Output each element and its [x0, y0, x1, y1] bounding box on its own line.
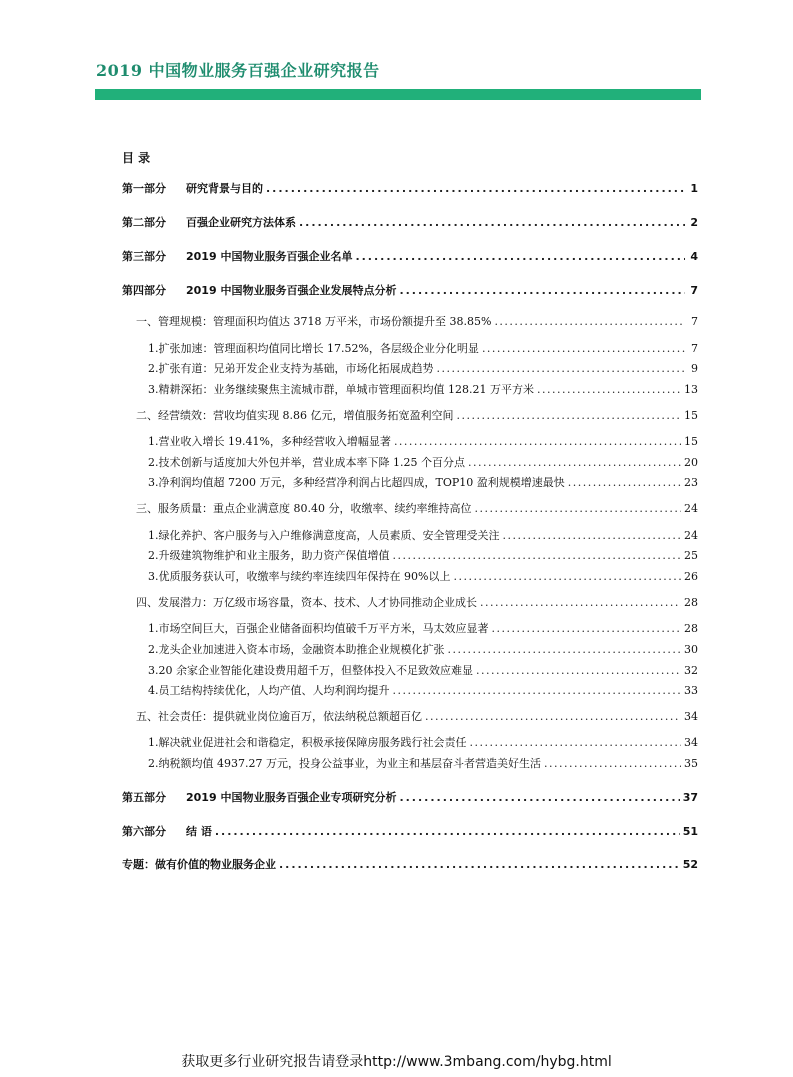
- toc-part-title: 研究背景与目的: [186, 182, 263, 195]
- toc-subsection-title: 2.纳税额均值 4937.27 万元，投身公益事业，为业主和基层奋斗者营造美好生活: [148, 757, 541, 770]
- toc-page-number: 37: [682, 791, 698, 804]
- toc-leader: [476, 663, 681, 679]
- toc-subsection-title: 3.优质服务获认可，收缴率与续约率连续四年保持在 90%以上: [148, 570, 451, 583]
- toc-subsection-title: 2.龙头企业加速进入资本市场，金融资本助推企业规模化扩张: [148, 643, 445, 656]
- toc-leader: [482, 341, 685, 357]
- toc-subsection-title: 1.解决就业促进社会和谐稳定，积极承接保障房服务践行社会责任: [148, 736, 467, 749]
- toc-section-title: 一、管理规模：管理面积均值达 3718 万平米，市场份额提升至 38.85%: [136, 315, 492, 328]
- toc-subsection-1-2[interactable]: [148, 361, 698, 377]
- toc-leader: [474, 501, 681, 517]
- toc-leader: [568, 475, 681, 491]
- toc-leader: [544, 756, 681, 772]
- toc-subsection-3-2[interactable]: [148, 548, 698, 564]
- toc-leader: [266, 181, 685, 197]
- toc-page-number: 7: [690, 284, 698, 297]
- toc-part-label: 第三部分: [122, 250, 166, 263]
- toc-page-number: 34: [684, 710, 698, 723]
- toc-leader: [425, 709, 681, 725]
- toc-subsection-title: 2.扩张有道：兄弟开发企业支持为基础，市场化拓展成趋势: [148, 362, 434, 375]
- toc-subsection-4-4[interactable]: [148, 683, 698, 699]
- toc-special-title: 专题：做有价值的物业服务企业: [122, 858, 276, 871]
- toc-section-4[interactable]: [136, 595, 698, 611]
- toc-subsection-5-2[interactable]: [148, 756, 698, 772]
- toc-subsection-title: 3.20 余家企业智能化建设费用超千万，但整体投入不足致效应难显: [148, 664, 473, 677]
- toc-part-5[interactable]: [122, 790, 698, 806]
- toc-subsection-4-1[interactable]: [148, 621, 698, 637]
- toc-part-title: 2019 中国物业服务百强企业名单: [186, 250, 353, 263]
- toc-page-number: 34: [684, 736, 698, 749]
- toc-page-number: 51: [682, 825, 698, 838]
- toc-leader: [279, 857, 680, 873]
- toc-leader: [215, 824, 680, 840]
- toc-subsection-2-2[interactable]: [148, 455, 698, 471]
- toc-part-label: 第一部分: [122, 182, 166, 195]
- toc-page-number: 32: [684, 664, 698, 677]
- toc-subsection-5-1[interactable]: [148, 735, 698, 751]
- toc-page-number: 24: [684, 502, 698, 515]
- header-bar: [95, 89, 701, 100]
- toc-leader: [480, 595, 681, 611]
- toc-page-number: 7: [691, 342, 698, 355]
- toc-part-title: 2019 中国物业服务百强企业专项研究分析: [186, 791, 397, 804]
- toc-leader: [468, 455, 681, 471]
- toc-page-number: 24: [684, 529, 698, 542]
- toc-leader: [492, 621, 682, 637]
- toc-leader: [453, 569, 681, 585]
- toc-subsection-title: 4.员工结构持续优化，人均产值、人均利润均提升: [148, 684, 390, 697]
- toc-leader: [393, 548, 682, 564]
- toc-section-2[interactable]: [136, 408, 698, 424]
- toc-leader: [299, 215, 685, 231]
- toc-part-label: 第二部分: [122, 216, 166, 229]
- toc-page-number: 52: [682, 858, 698, 871]
- toc-page-number: 1: [690, 182, 698, 195]
- toc-subsection-title: 3.精耕深拓：业务继续聚焦主流城市群，单城市管理面积均值 128.21 万平方米: [148, 383, 534, 396]
- toc-leader: [394, 434, 681, 450]
- toc-page-number: 13: [684, 383, 698, 396]
- toc-leader: [503, 528, 682, 544]
- toc-page-number: 4: [690, 250, 698, 263]
- toc-page-number: 15: [684, 435, 698, 448]
- toc-subsection-1-1[interactable]: [148, 341, 698, 357]
- toc-subsection-1-3[interactable]: [148, 382, 698, 398]
- toc-part-6[interactable]: [122, 824, 698, 840]
- toc-subsection-4-3[interactable]: [148, 663, 698, 679]
- toc-leader: [537, 382, 681, 398]
- toc-subsection-title: 1.市场空间巨大，百强企业储备面积均值破千万平方米，马太效应显著: [148, 622, 489, 635]
- toc-page-number: 20: [684, 456, 698, 469]
- toc-section-1[interactable]: [136, 314, 698, 330]
- toc-leader: [399, 283, 685, 299]
- toc-part-label: 第四部分: [122, 284, 166, 297]
- toc-section-5[interactable]: [136, 709, 698, 725]
- toc-part-title: 2019 中国物业服务百强企业发展特点分析: [186, 284, 397, 297]
- toc-page-number: 15: [684, 409, 698, 422]
- toc-part-title: 结 语: [186, 825, 212, 838]
- toc-subsection-3-3[interactable]: [148, 569, 698, 585]
- toc-part-4[interactable]: [122, 283, 698, 299]
- toc-page-number: 35: [684, 757, 698, 770]
- toc-subsection-4-2[interactable]: [148, 642, 698, 658]
- toc-page-number: 23: [684, 476, 698, 489]
- toc-section-title: 四、发展潜力：万亿级市场容量，资本、技术、人才协同推动企业成长: [136, 596, 477, 609]
- toc-page-number: 26: [684, 570, 698, 583]
- toc-part-3[interactable]: [122, 249, 698, 265]
- toc-section-title: 二、经营绩效：营收均值实现 8.86 亿元，增值服务拓宽盈利空间: [136, 409, 454, 422]
- toc-leader: [456, 408, 681, 424]
- toc-page-number: 30: [684, 643, 698, 656]
- toc-part-title: 百强企业研究方法体系: [186, 216, 296, 229]
- toc-subsection-2-1[interactable]: [148, 434, 698, 450]
- toc-part-2[interactable]: [122, 215, 698, 231]
- toc-part-label: 第六部分: [122, 825, 166, 838]
- toc-page-number: 33: [684, 684, 698, 697]
- toc-page-number: 7: [691, 315, 698, 328]
- toc-part-1[interactable]: [122, 181, 698, 197]
- toc-leader: [355, 249, 685, 265]
- toc-page-number: 28: [684, 622, 698, 635]
- toc-leader: [393, 683, 682, 699]
- toc-page-number: 28: [684, 596, 698, 609]
- toc-page-number: 25: [684, 549, 698, 562]
- toc-section-title: 三、服务质量：重点企业满意度 80.40 分，收缴率、续约率维持高位: [136, 502, 472, 515]
- toc-heading: 目 录: [122, 151, 151, 165]
- toc-leader: [399, 790, 679, 806]
- toc-leader: [448, 642, 682, 658]
- toc-subsection-title: 1.营业收入增长 19.41%，多种经营收入增幅显著: [148, 435, 391, 448]
- toc-subsection-2-3[interactable]: [148, 475, 698, 491]
- toc-leader: [494, 314, 685, 330]
- toc-leader: [437, 361, 686, 377]
- toc-subsection-title: 3.净利润均值超 7200 万元，多种经营净利润占比超四成，TOP10 盈利规模增速最快: [148, 476, 565, 489]
- toc-part-label: 第五部分: [122, 791, 166, 804]
- toc-subsection-3-1[interactable]: [148, 528, 698, 544]
- toc-subsection-title: 2.技术创新与适度加大外包并举，营业成本率下降 1.25 个百分点: [148, 456, 465, 469]
- toc-subsection-title: 1.绿化养护、客户服务与入户维修满意度高，人员素质、安全管理受关注: [148, 529, 500, 542]
- toc-page-number: 2: [690, 216, 698, 229]
- toc-special-topic[interactable]: [122, 857, 698, 873]
- toc-section-3[interactable]: [136, 501, 698, 517]
- report-title: 2019 中国物业服务百强企业研究报告: [96, 61, 380, 80]
- toc-page-number: 9: [691, 362, 698, 375]
- toc-section-title: 五、社会责任：提供就业岗位逾百万，依法纳税总额超百亿: [136, 710, 422, 723]
- toc-subsection-title: 2.升级建筑物维护和业主服务，助力资产保值增值: [148, 549, 390, 562]
- toc-subsection-title: 1.扩张加速：管理面积均值同比增长 17.52%，各层级企业分化明显: [148, 342, 479, 355]
- toc-leader: [470, 735, 682, 751]
- footer-link-text[interactable]: 获取更多行业研究报告请登录http://www.3mbang.com/hybg.html: [181, 1054, 612, 1070]
